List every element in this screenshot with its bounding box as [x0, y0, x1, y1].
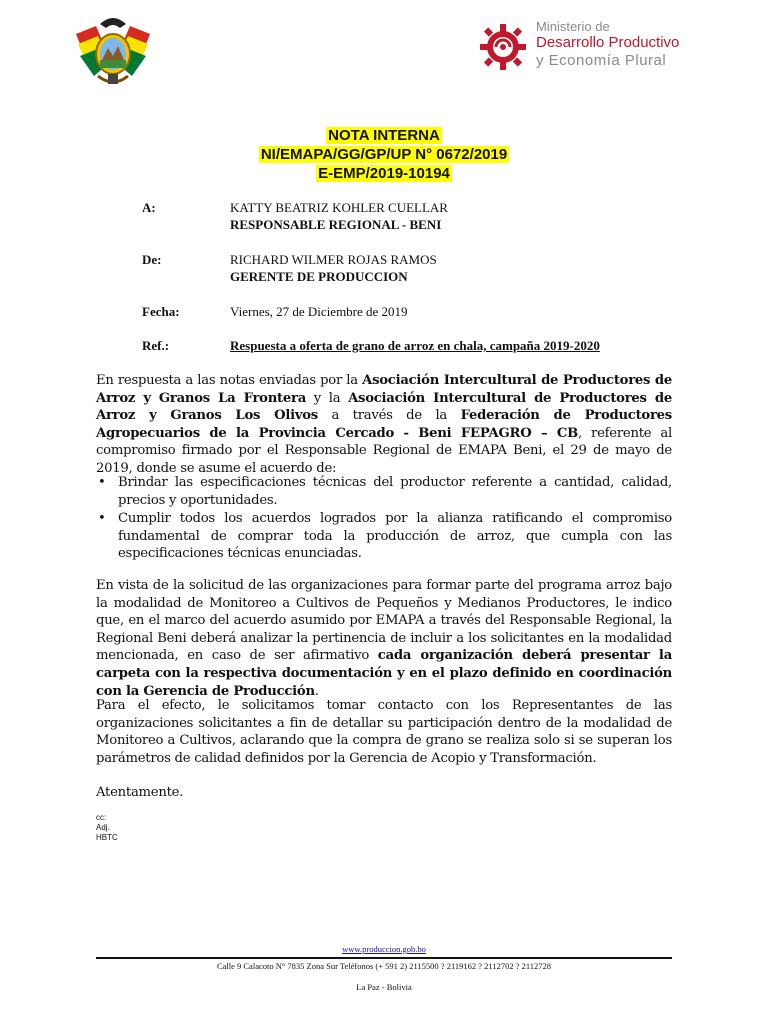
document-number: NI/EMAPA/GG/GP/UP N° 0672/2019 [260, 146, 508, 163]
ministry-line-2: Desarrollo Productivo [536, 34, 680, 51]
footer-website[interactable]: www.produccion.gob.bo [342, 944, 426, 954]
paragraph-2: En vista de la solicitud de las organizaciones para formar parte del programa arroz bajo la modalidad de Monitoreo a Cultivos de Pequeños y Medianos Productores, le indico que, en el marco del acuerdo asumido por EMAPA a través del Responsable Regional, la Regional Beni deberá analizar la pertinencia de incluir a los solicitantes en la modalidad mencionada, en caso de ser afirmativo cada organización deberá presentar la carpeta con la respectiva documentación y en el plazo definido en coordinación con la Gerencia de Producción. [96, 578, 672, 699]
from-label: De: [142, 252, 162, 267]
date-label: Fecha: [142, 304, 180, 319]
list-item: • Cumplir todos los acuerdos logrados por la alianza ratificando el compromiso fundamental de comprar toda la producción de arroz, que cumpla con las especificaciones técnicas enunciadas. [98, 511, 672, 562]
attachment-label: Adj. [96, 823, 110, 832]
to-title: RESPONSABLE REGIONAL - BENI [230, 217, 442, 232]
bolivia-coat-of-arms-icon [68, 14, 158, 92]
document-reference-code: E-EMP/2019-10194 [318, 165, 450, 182]
initials: HBTC [96, 833, 118, 842]
list-item: • Brindar las especificaciones técnicas del productor referente a cantidad, calidad, precios y oportunidades. [98, 475, 672, 508]
agreement-list [96, 474, 672, 564]
from-name: RICHARD WILMER ROJAS RAMOS [230, 252, 437, 267]
cc-label: cc: [96, 813, 107, 822]
paragraph-3: Para el efecto, le solicitamos tomar contacto con los Representantes de las organizaciones solicitantes a fin de detallar su participación dentro de la modalidad de Monitoreo a Cultivos, aclarando que la compra de grano se realiza solo si se superan los parámetros de calidad definidos por la Gerencia de Acopio y Transformación. [96, 698, 672, 766]
ministry-line-1: Ministerio de [536, 19, 610, 34]
to-label: A: [142, 200, 156, 215]
footer-divider [96, 957, 672, 959]
bullet-icon: • [98, 475, 106, 490]
to-name: KATTY BEATRIZ KOHLER CUELLAR [230, 200, 448, 215]
ref-subject: Respuesta a oferta de grano de arroz en chala, campaña 2019-2020 [230, 338, 600, 353]
paragraph-1: En respuesta a las notas enviadas por la Asociación Intercultural de Productores de Arroz y Granos La Frontera y la Asociación Intercultural de Productores de Arroz y Granos Los Olivos a través de la Federación de Productores Agropecuarios de la Provincia Cercado - Beni FEPAGRO – CB, referente al compromiso firmado por el Responsable Regional de EMAPA Beni, el 29 de mayo de 2019, donde se asume el acuerdo de: [96, 373, 672, 476]
footer-address: Calle 9 Calacoto N° 7835 Zona Sur Teléfonos (+ 591 2) 2115500 ? 2119162 ? 2112702 ? 2112728 [216, 961, 552, 971]
gear-logo-icon [480, 24, 526, 70]
document-type: NOTA INTERNA [328, 127, 440, 144]
closing: Atentamente. [96, 785, 184, 800]
footer-city: La Paz - Bolivia [356, 982, 412, 992]
ministry-logo [480, 20, 710, 80]
from-title: GERENTE DE PRODUCCION [230, 269, 408, 284]
ref-label: Ref.: [142, 338, 170, 353]
ministry-line-3: y Economía Plural [536, 52, 667, 69]
date-value: Viernes, 27 de Diciembre de 2019 [230, 304, 408, 319]
bullet-icon: • [98, 511, 106, 527]
